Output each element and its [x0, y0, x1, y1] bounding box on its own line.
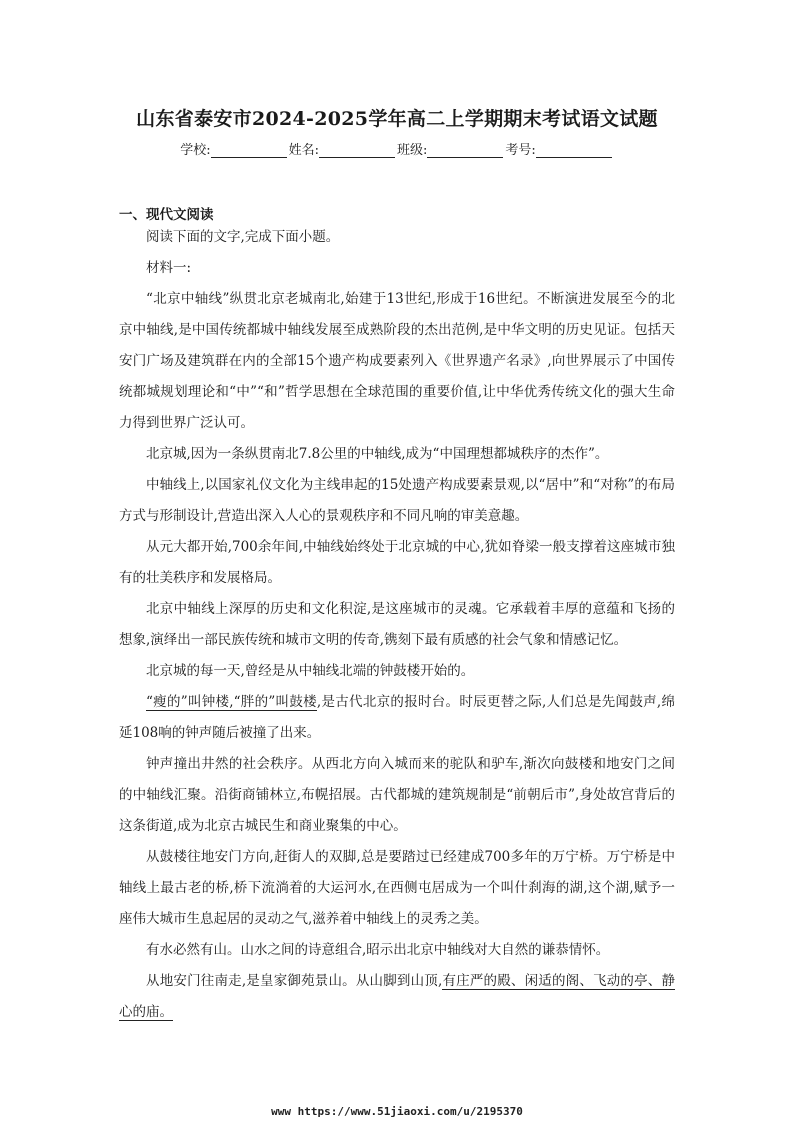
name-label: 姓名:	[288, 143, 319, 158]
exam-number-blank[interactable]	[536, 144, 612, 158]
paragraph: “北京中轴线”纵贯北京老城南北,始建于13世纪,形成于16世纪。不断演进发展至今的北京中轴线,是中国传统都城中轴线发展至成熟阶段的杰出范例,是中华文明的历史见证。包括天安门广场及建筑群在内的全部15个遗产构成要素列入《世界遗产名录》,向世界展示了中国传统都城规划理论和“中”“和”哲学思想在全球范围的重要价值,让中华优秀传统文化的强大生命力得到世界广泛认可。	[119, 291, 675, 431]
paragraph: 从鼓楼往地安门方向,赶街人的双脚,总是要踏过已经建成700多年的万宁桥。万宁桥是中轴线上最古老的桥,桥下流淌着的大运河水,在西侧屯居成为一个叫什刹海的湖,这个湖,赋予一座伟大城市生息起居的灵动之气,滋养着中轴线上的灵秀之美。	[119, 849, 675, 927]
underlined-phrase: “瘦的”叫钟楼,“胖的”叫鼓楼	[146, 694, 317, 710]
class-label: 班级:	[397, 143, 428, 158]
paragraph	[119, 966, 675, 1028]
underlined-phrase: 有庄严的殿、闲适的阁、飞动的亭、静心的庙。	[119, 973, 675, 1020]
paragraph: 中轴线上,以国家礼仪文化为主线串起的15处遗产构成要素景观,以“居中”和“对称”的布局方式与形制设计,营造出深入人心的景观秩序和不同凡响的审美意趣。	[119, 477, 675, 524]
school-blank[interactable]	[211, 144, 287, 158]
instruction-text: 阅读下面的文字,完成下面小题。	[146, 229, 340, 245]
exam-title: 山东省泰安市2024-2025学年高二上学期期末考试语文试题	[136, 108, 658, 130]
school-label: 学校:	[180, 143, 211, 158]
paragraph-text: ,是古代北京的报时台。时辰更替之际,人们总是先闻鼓声,绵延108响的钟声随后被撞了出来。	[119, 694, 675, 741]
student-info-row	[0, 139, 794, 158]
paragraph: 有水必然有山。山水之间的诗意组合,昭示出北京中轴线对大自然的谦恭情怀。	[146, 942, 610, 958]
section-heading: 一、现代文阅读	[119, 207, 214, 223]
paragraph	[119, 687, 675, 749]
exam-number-label: 考号:	[505, 143, 536, 158]
paragraph: 北京城,因为一条纵贯南北7.8公里的中轴线,成为“中国理想都城秩序的杰作”。	[146, 446, 609, 462]
paragraph: 北京中轴线上深厚的历史和文化积淀,是这座城市的灵魂。它承载着丰厚的意蕴和飞扬的想象,演绎出一部民族传统和城市文明的传奇,镌刻下最有质感的社会气象和情感记忆。	[119, 601, 675, 648]
class-blank[interactable]	[427, 144, 503, 158]
paragraph-text: 从地安门往南走,是皇家御苑景山。从山脚到山顶,	[146, 973, 443, 989]
name-blank[interactable]	[319, 144, 395, 158]
footer-watermark-url: www https://www.51jiaoxi.com/u/2195370	[271, 1105, 523, 1118]
paragraph: 从元大都开始,700余年间,中轴线始终处于北京城的中心,犹如脊梁一般支撑着这座城市独有的壮美秩序和发展格局。	[119, 539, 675, 586]
reading-content	[119, 222, 675, 1028]
paragraph: 北京城的每一天,曾经是从中轴线北端的钟鼓楼开始的。	[146, 663, 475, 679]
paragraph: 钟声撞出井然的社会秩序。从西北方向入城而来的驼队和驴车,渐次向鼓楼和地安门之间的中轴线汇聚。沿街商铺林立,布幌招展。古代都城的建筑规制是“前朝后市”,身处故宫背后的这条街道,成为北京古城民生和商业聚集的中心。	[119, 756, 675, 834]
material-label: 材料一:	[146, 260, 192, 276]
